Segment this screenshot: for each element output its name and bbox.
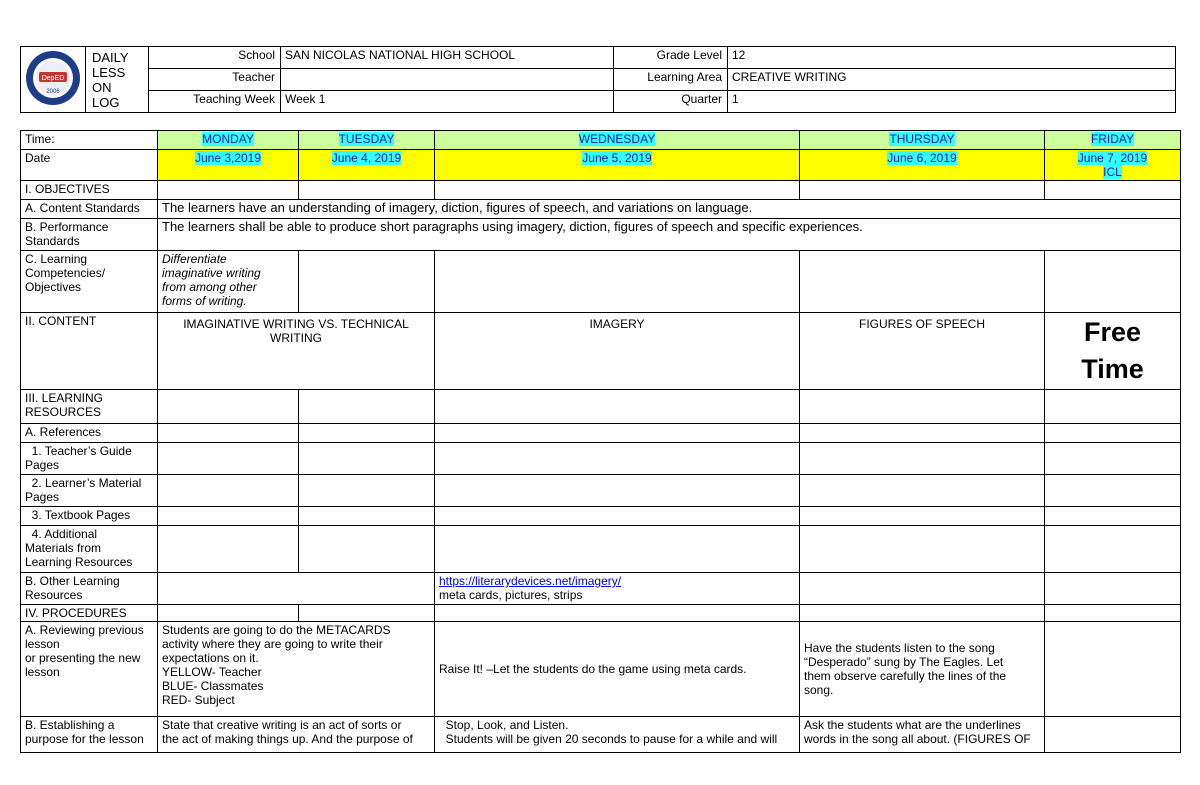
logo-center-text: DepED [41, 75, 65, 82]
content-thursday: FIGURES OF SPEECH [800, 313, 1045, 390]
day-thursday: THURSDAY [800, 131, 1045, 150]
teaching-week-label: Teaching Week [149, 91, 281, 113]
day-monday: MONDAY [158, 131, 299, 150]
learners-material-label: 2. Learner’s Material Pages [21, 475, 158, 507]
content-standards-label: A. Content Standards [21, 200, 158, 219]
teacher-value [281, 69, 614, 91]
competencies-label: C. Learning Competencies/ Objectives [21, 251, 158, 313]
content-heading: II. CONTENT [21, 313, 158, 390]
deped-logo-cell [21, 47, 86, 113]
learning-area-label: Learning Area [614, 69, 728, 91]
deped-seal-icon [25, 50, 81, 106]
school-label: School [149, 47, 281, 69]
day-friday: FRIDAY [1045, 131, 1181, 150]
date-tuesday: June 4, 2019 [299, 150, 435, 181]
learning-area-value: CREATIVE WRITING [728, 69, 1176, 91]
establishing-wednesday: Stop, Look, and Listen. Students will be given 20 seconds to pause for a while and will [435, 717, 800, 753]
establishing-purpose-label: B. Establishing a purpose for the lesson [21, 717, 158, 753]
references-label: A. References [21, 424, 158, 443]
grade-level-label: Grade Level [614, 47, 728, 69]
other-resources-materials: meta cards, pictures, strips [439, 588, 583, 602]
school-value: SAN NICOLAS NATIONAL HIGH SCHOOL [281, 47, 614, 69]
day-wednesday: WEDNESDAY [435, 131, 800, 150]
content-wednesday: IMAGERY [435, 313, 800, 390]
additional-materials-label: 4. Additional Materials from Learning Resources [21, 526, 158, 573]
teachers-guide-label: 1. Teacher’s Guide Pages [21, 443, 158, 475]
day-tuesday: TUESDAY [299, 131, 435, 150]
reviewing-thursday: Have the students listen to the song “Desperado” sung by The Eagles. Let them observe carefully the lines of the song. [800, 622, 1045, 717]
teacher-label: Teacher [149, 69, 281, 91]
quarter-label: Quarter [614, 91, 728, 113]
establishing-monday: State that creative writing is an act of sorts or the act of making things up. And the purpose of [158, 717, 435, 753]
performance-standards-label: B. Performance Standards [21, 219, 158, 251]
textbook-pages-label: 3. Textbook Pages [21, 507, 158, 526]
reviewing-wednesday: Raise It! –Let the students do the game using meta cards. [435, 622, 800, 717]
learning-resources-heading: III. LEARNING RESOURCES [21, 390, 158, 424]
date-wednesday: June 5, 2019 [435, 150, 800, 181]
other-resources-label: B. Other Learning Resources [21, 573, 158, 605]
content-monday: IMAGINATIVE WRITING VS. TECHNICAL WRITING [158, 313, 435, 390]
content-standards-text: The learners have an understanding of imagery, diction, figures of speech, and variations on language. [158, 200, 1181, 219]
lesson-log-table [20, 130, 1181, 753]
date-thursday: June 6, 2019 [800, 150, 1045, 181]
establishing-thursday: Ask the students what are the underlines words in the song all about. (FIGURES OF [800, 717, 1045, 753]
other-resources-wednesday [435, 573, 800, 605]
log-title: DAILY LESS ON LOG [86, 47, 149, 113]
grade-level-value: 12 [728, 47, 1176, 69]
reviewing-lesson-label: A. Reviewing previous lesson or presenting the new lesson [21, 622, 158, 717]
quarter-value: 1 [728, 91, 1176, 113]
reviewing-monday: Students are going to do the METACARDS activity where they are going to write their expectations on it. YELLOW- Teacher BLUE- Classmates RED- Subject [158, 622, 435, 717]
teaching-week-value: Week 1 [281, 91, 614, 113]
procedures-heading: IV. PROCEDURES [21, 605, 158, 622]
header-table [20, 46, 1176, 113]
logo-year: 2006 [46, 89, 60, 95]
content-friday-free-time: Free Time [1045, 313, 1181, 390]
date-friday: June 7, 2019 ICL [1045, 150, 1181, 181]
competencies-monday: Differentiate imaginative writing from among other forms of writing. [158, 251, 299, 313]
performance-standards-text: The learners shall be able to produce short paragraphs using imagery, diction, figures of speech and specific experiences. [158, 219, 1181, 251]
date-label: Date [21, 150, 158, 181]
objectives-heading: I. OBJECTIVES [21, 181, 158, 200]
date-monday: June 3,2019 [158, 150, 299, 181]
imagery-resource-link[interactable]: https://literarydevices.net/imagery/ [439, 574, 622, 588]
time-label: Time: [21, 131, 158, 150]
